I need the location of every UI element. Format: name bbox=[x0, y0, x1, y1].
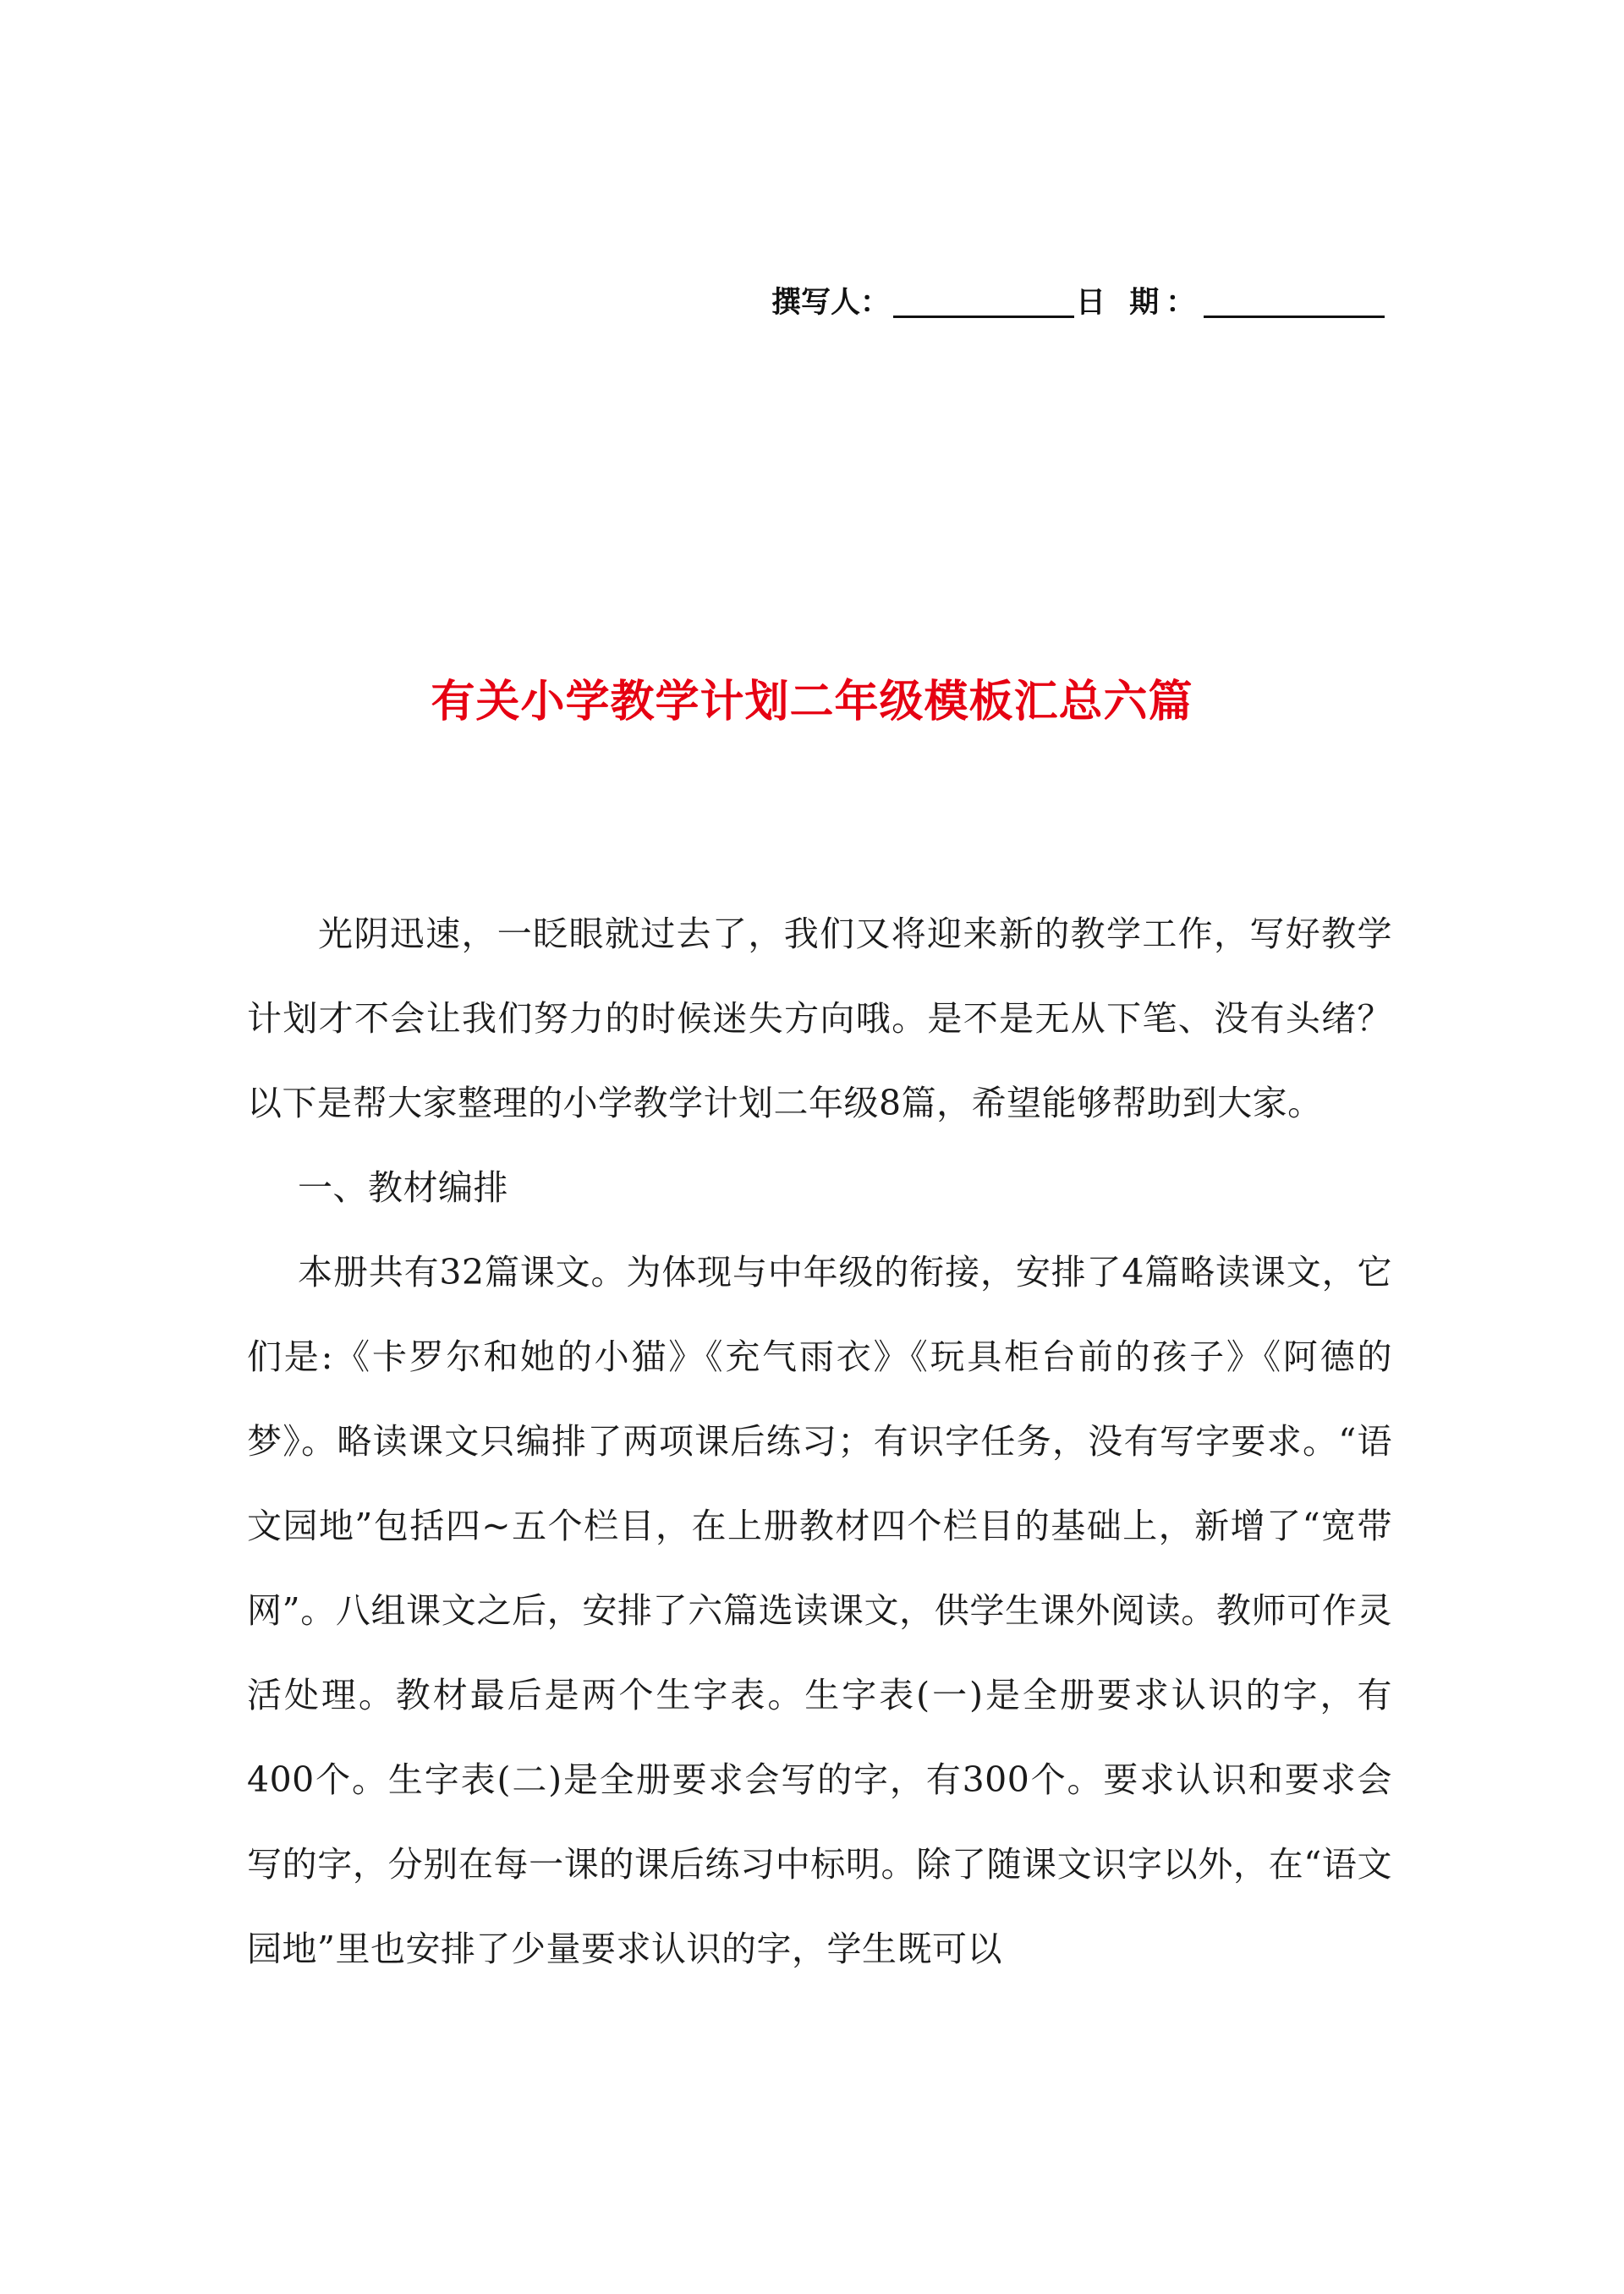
date-label: 日 期： bbox=[1076, 285, 1203, 320]
section-paragraph: 本册共有32篇课文。为体现与中年级的衔接，安排了4篇略读课文，它们是:《卡罗尔和她的小猫》《充气雨衣》《玩具柜台前的孩子》《阿德的梦》。略读课文只编排了两项课后练习；有识字任务，没有写字要求。“语文园地”包括四~五个栏目，在上册教材四个栏目的基础上，新增了“宽带网”。八组课文之后，安排了六篇选读课文，供学生课外阅读。教师可作灵活处理。教材最后是两个生字表。生字表(一)是全册要求认识的字，有400个。生字表(二)是全册要求会写的字，有300个。要求认识和要求会写的字，分别在每一课的课后练习中标明。除了随课文识字以外，在“语文园地”里也安排了少量要求认识的字，学生既可以 bbox=[247, 1252, 1392, 1969]
date-blank bbox=[1204, 282, 1385, 318]
section-heading: 一、教材编排 bbox=[298, 1167, 508, 1208]
signature-line bbox=[771, 283, 1397, 323]
author-label: 撰写人： bbox=[771, 285, 891, 320]
document-body bbox=[247, 892, 1392, 1991]
author-blank bbox=[893, 282, 1074, 318]
intro-paragraph: 光阴迅速，一眨眼就过去了，我们又将迎来新的教学工作，写好教学计划才不会让我们努力的时候迷失方向哦。是不是无从下笔、没有头绪？以下是帮大家整理的小学教学计划二年级8篇，希望能够帮助到大家。 bbox=[247, 914, 1392, 1123]
document-title: 有关小学教学计划二年级模板汇总六篇 bbox=[431, 675, 1193, 727]
